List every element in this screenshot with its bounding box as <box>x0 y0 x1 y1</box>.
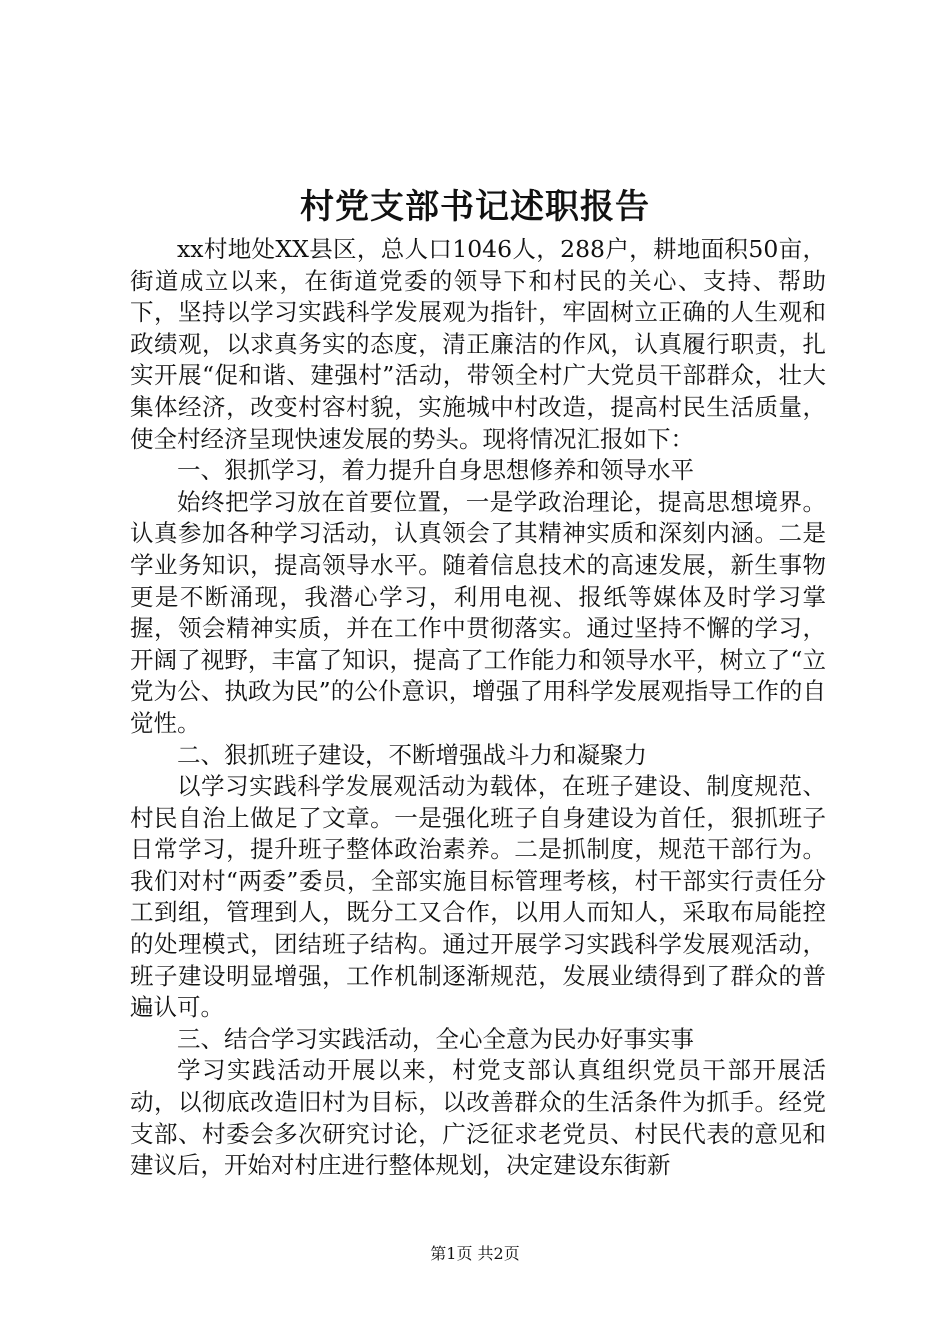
document-title: 村党支部书记述职报告 <box>300 187 650 227</box>
paragraph-section-3: 学习实践活动开展以来，村党支部认真组织党员干部开展活动，以彻底改造旧村为目标，以改善群众的生活条件为抓手。经党支部、村委会多次研究讨论，广泛征求老党员、村民代表的意见和建议后，开始对村庄进行整体规划，决定建设东街新 <box>130 1056 826 1180</box>
paragraph-intro: xx村地处XX县区，总人口1046人，288户，耕地面积50亩，街道成立以来，在街道党委的领导下和村民的关心、支持、帮助下，坚持以学习实践科学发展观为指针，牢固树立正确的人生观和政绩观，以求真务实的态度，清正廉洁的作风，认真履行职责，扎实开展“促和谐、建强村”活动，带领全村广大党员干部群众，壮大集体经济，改变村容村貌，实施城中村改造，提高村民生活质量，使全村经济呈现快速发展的势头。现将情况汇报如下： <box>130 235 826 453</box>
paragraph-section-2: 以学习实践科学发展观活动为载体，在班子建设、制度规范、村民自治上做足了文章。一是强化班子自身建设为首任，狠抓班子日常学习，提升班子整体政治素养。二是抓制度，规范干部行为。我们对村“两委”委员，全部实施目标管理考核，村干部实行责任分工到组，管理到人，既分工又合作，以用人而知人，采取布局能控的处理模式，团结班子结构。通过开展学习实践科学发展观活动，班子建设明显增强，工作机制逐渐规范，发展业绩得到了群众的普遍认可。 <box>130 772 826 1022</box>
page-number: 第1页 共2页 <box>430 1244 520 1263</box>
paragraph-section-1: 始终把学习放在首要位置，一是学政治理论，提高思想境界。认真参加各种学习活动，认真领会了其精神实质和深刻内涵。二是学业务知识，提高领导水平。随着信息技术的高速发展，新生事物更是不断涌现，我潜心学习，利用电视、报纸等媒体及时学习掌握，领会精神实质，并在工作中贯彻落实。通过坚持不懈的学习，开阔了视野，丰富了知识，提高了工作能力和领导水平，树立了“立党为公、执政为民”的公仆意识，增强了用科学发展观指导工作的自觉性。 <box>130 487 826 737</box>
section-heading-3: 三、结合学习实践活动，全心全意为民办好事实事 <box>177 1024 694 1053</box>
document-body <box>130 234 826 1182</box>
section-heading-2: 二、狠抓班子建设，不断增强战斗力和凝聚力 <box>177 740 647 769</box>
section-heading-1: 一、狠抓学习，着力提升自身思想修养和领导水平 <box>177 456 694 485</box>
